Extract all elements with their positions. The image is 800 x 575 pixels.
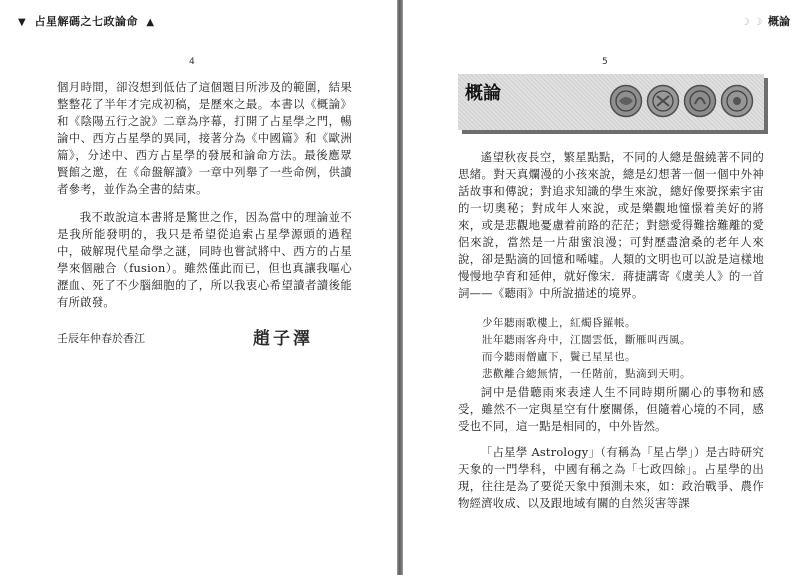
right-body-text-2: [458, 384, 764, 435]
chapter-running-head: 概論: [768, 15, 790, 28]
triangle-down-icon: ▼: [18, 17, 27, 28]
right-paragraph-3: 「占星學 Astrology」（有稱為「星占學」）是古時研究天象的一門學科，中國有稱之為「七政四餘」。占星學的出現，往往是為了要從天象中預測未來，如：政治戰爭、農作物經濟收成、以及跟地域有關的自然災害等課: [458, 445, 764, 510]
poem-verse: [482, 315, 752, 383]
left-body-text: [57, 79, 352, 311]
signature-block: [57, 324, 352, 354]
right-page: [403, 0, 800, 575]
signature-date: 壬辰年仲春於香江: [57, 332, 145, 345]
left-page: [0, 0, 397, 575]
right-body-text-3: [458, 444, 764, 512]
triangle-up-icon: ▲: [146, 17, 155, 28]
coin-ornament-icon: [720, 84, 754, 118]
signature-name: 趙子澤: [253, 329, 313, 349]
coin-ornament-icon: [609, 84, 643, 118]
running-head-left: [14, 13, 159, 29]
right-paragraph-2: 詞中是借聽雨來表達人生不同時期所關心的事物和感受，雖然不一定與星空有什麼關係，但隨着心境的不同，感受也不同，這一點是相同的，中外皆然。: [458, 385, 764, 433]
verse-line: 而今聽雨僧廬下，鬢已星星也。: [482, 351, 636, 363]
left-paragraph-1: 個月時間，卻沒想到低估了這個題目所涉及的範圍，結果整整花了半年才完成初稿，是歷來之最。本書以《概論》和《陰陽五行之說》二章為序幕，打開了占星學之門，暢論中、西方占星學的異同，接著分為《中國篇》和《歐洲篇》，分述中、西方占星學的發展和論命方法。最後應眾賢館之邀，在《命盤解讀》一章中列舉了一些命例，供讀者參考，並作為全書的結束。: [57, 80, 352, 196]
coin-ornament-icon: [683, 84, 717, 118]
page-number-right: 5: [602, 57, 608, 67]
verse-line: 少年聽雨歌樓上，紅燭昏羅帳。: [482, 317, 636, 329]
left-paragraph-2: 我不敢說這本書將是驚世之作，因為當中的理論並不是我所能發明的，我只是希望從追索占星學源頭的過程中，破解現代星命學之謎，同時也嘗試將中、西方的占星學來個融合（fusion）。雖然僅此而已，但也真讓我嘔心瀝血、死了不少腦細胞的了，所以我衷心希望讀者讀後能有所啟發。: [57, 210, 352, 309]
chapter-title: 概論: [465, 83, 501, 104]
coin-ornament-icon: [646, 84, 680, 118]
chapter-banner: [458, 74, 764, 130]
verse-line: 壯年聽雨客舟中，江闊雲低，斷雁叫西風。: [482, 334, 691, 346]
running-head-right: [741, 13, 790, 29]
moon-icon: ☽ ☽: [740, 17, 763, 28]
right-body-text-1: [458, 149, 764, 302]
verse-line: 悲歡離合總無情，一任階前，點滴到天明。: [482, 368, 691, 380]
page-number-left: 4: [189, 57, 195, 67]
book-title: 占星解碼之七政論命: [34, 15, 139, 28]
right-paragraph-1: 遙望秋夜長空，繁星點點，不同的人總是盤繞著不同的思緒。對天真爛漫的小孩來說，總是幻想著一個一個中外神話故事和傳說；對追求知識的學生來說，總好像要探索宇宙的一切奧秘；對成年人來說，或是樂觀地憧憬着美好的將來，或是悲觀地憂慮着前路的茫茫；對戀愛得難捨難離的愛侶來說，當然是一片甜蜜浪漫；可對歷盡滄桑的老年人來說，卻是點滴的回憶和唏噓。人類的文明也可以說是這樣地慢慢地孕育和延伸，就好像宋．蔣捷講寄《虞美人》的一首詞——《聽雨》中所說描述的境界。: [458, 150, 764, 300]
coin-ornaments: [606, 84, 754, 118]
